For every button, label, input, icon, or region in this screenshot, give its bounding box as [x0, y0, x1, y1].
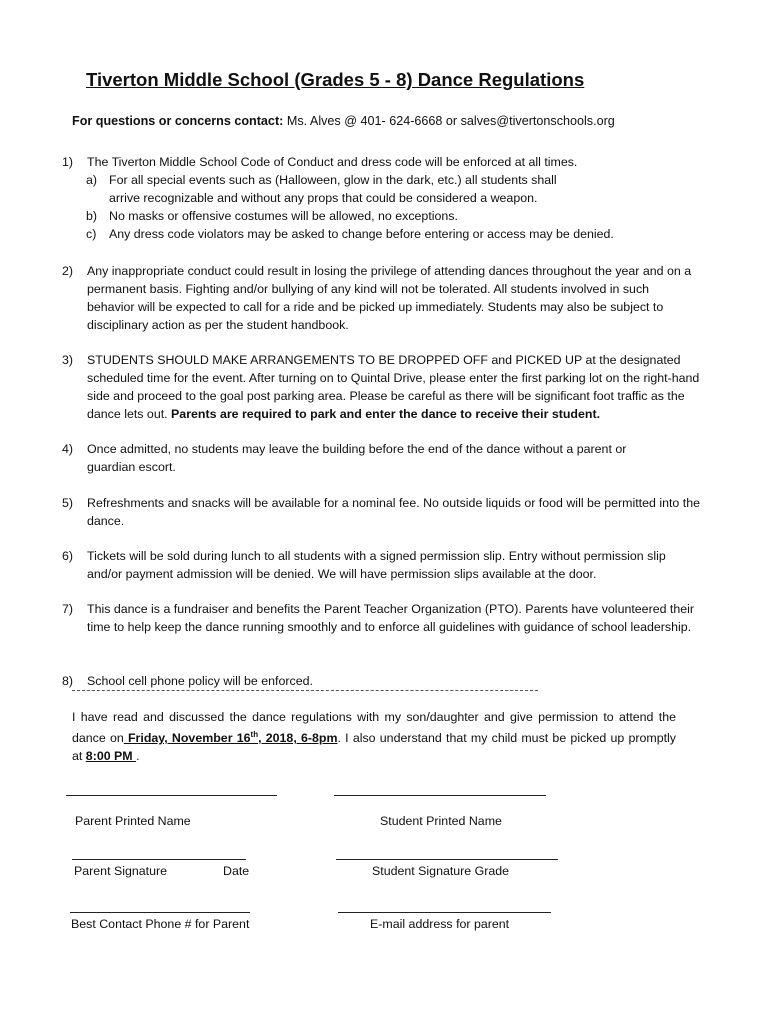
- item-text: Once admitted, no students may leave the building before the end of the dance without a parent or guardian escort.: [87, 442, 627, 474]
- student-signature-line[interactable]: [336, 859, 558, 860]
- sub-item-text: No masks or offensive costumes will be allowed, no exceptions.: [109, 209, 458, 223]
- sub-item-letter: a): [86, 173, 98, 187]
- permission-text: I have read and discussed the dance regulations with my son/daughter and give permission to attend the dance on: [72, 710, 676, 746]
- permission-text-2: . I also understand that my child must be picked up promptly at: [72, 731, 676, 764]
- regulation-item-2: [62, 262, 712, 334]
- permission-text-3: .: [136, 749, 140, 764]
- item-text: This dance is a fundraiser and benefits the Parent Teacher Organization (PTO). Parents have volunteered their time to help keep the dance running smoothly and to enforce all guidelines with guidance of school leadership.: [87, 602, 695, 634]
- item-text: Tickets will be sold during lunch to all students with a signed permission slip. Entry without permission slip and/or payment admission will be denied. We will have permission slips available at the door.: [87, 549, 666, 581]
- cut-line-divider: [72, 690, 538, 691]
- regulation-item-8: [62, 672, 712, 690]
- item-text: [87, 351, 705, 423]
- item-text: The Tiverton Middle School Code of Conduct and dress code will be enforced at all times.: [87, 155, 578, 169]
- item-number: 4): [62, 442, 74, 456]
- item-number: 6): [62, 549, 74, 563]
- student-printed-name-line[interactable]: [334, 795, 546, 796]
- sub-item-a: [87, 171, 712, 207]
- item-text-bold: Parents are required to park and enter the dance to receive their student.: [171, 407, 601, 421]
- regulation-item-5: [62, 494, 712, 530]
- contact-label: For questions or concerns contact:: [72, 114, 284, 128]
- sub-item-c: [87, 225, 712, 243]
- sub-item-b: [87, 207, 712, 225]
- item-text: Any inappropriate conduct could result in losing the privilege of attending dances throughout the year and on a permanent basis. Fighting and/or bullying of any kind will not be tolerated. All students involved in such behavior will be expected to call for a ride and be picked up immediately. Students may also be subject to disciplinary action as per the student handbook.: [87, 264, 692, 332]
- phone-label: Best Contact Phone # for Parent: [71, 917, 250, 931]
- regulation-item-1: [62, 153, 712, 243]
- email-line[interactable]: [338, 912, 551, 913]
- item-number: 7): [62, 602, 74, 616]
- item-number: 8): [62, 674, 74, 688]
- contact-text: Ms. Alves @ 401- 624-6668 or salves@tivertonschools.org: [283, 114, 615, 128]
- sub-item-text: Any dress code violators may be asked to change before entering or access may be denied.: [109, 227, 614, 241]
- sub-item-letter: c): [86, 227, 97, 241]
- item-text-regular: STUDENTS SHOULD MAKE ARRANGEMENTS TO BE DROPPED OFF and PICKED UP at the designated scheduled time for the event. After turning on to Quintal Drive, please enter the first parking lot on the right-hand side and proceed to the goal post parking area. Please be careful as there will be significant foot traffic as the dance lets out.: [87, 353, 700, 421]
- item-text: Refreshments and snacks will be available for a nominal fee. No outside liquids or food will be permitted into the dance.: [87, 496, 700, 528]
- item-number: 2): [62, 264, 74, 278]
- parent-signature-label: Parent Signature: [74, 864, 167, 878]
- regulation-item-4: [62, 440, 712, 476]
- item-number: 1): [62, 155, 74, 169]
- sub-item-letter: b): [86, 209, 98, 223]
- date-label: Date: [223, 864, 250, 878]
- dance-date: Friday, November 16th, 2018, 6-8pm: [123, 730, 338, 746]
- item-number: 5): [62, 496, 74, 510]
- regulation-item-7: [62, 600, 712, 636]
- permission-statement: [72, 708, 676, 765]
- item-number: 3): [62, 353, 74, 367]
- phone-line[interactable]: [70, 912, 250, 913]
- contact-line: [72, 114, 615, 128]
- parent-signature-line[interactable]: [72, 859, 246, 860]
- parent-printed-name-label: Parent Printed Name: [75, 814, 191, 828]
- student-printed-name-label: Student Printed Name: [380, 814, 502, 828]
- student-signature-grade-label: Student Signature Grade: [372, 864, 510, 878]
- email-label: E-mail address for parent: [370, 917, 510, 931]
- pickup-time: 8:00 PM: [85, 749, 137, 764]
- regulation-item-3: [62, 351, 712, 423]
- regulation-item-6: [62, 547, 712, 583]
- document-title: Tiverton Middle School (Grades 5 - 8) Dance Regulations: [86, 69, 585, 90]
- sub-item-text: For all special events such as (Halloween, glow in the dark, etc.) all students shall arrive recognizable and without any props that could be considered a weapon.: [109, 173, 557, 205]
- parent-printed-name-line[interactable]: [66, 795, 277, 796]
- item-text: School cell phone policy will be enforced.: [87, 674, 313, 688]
